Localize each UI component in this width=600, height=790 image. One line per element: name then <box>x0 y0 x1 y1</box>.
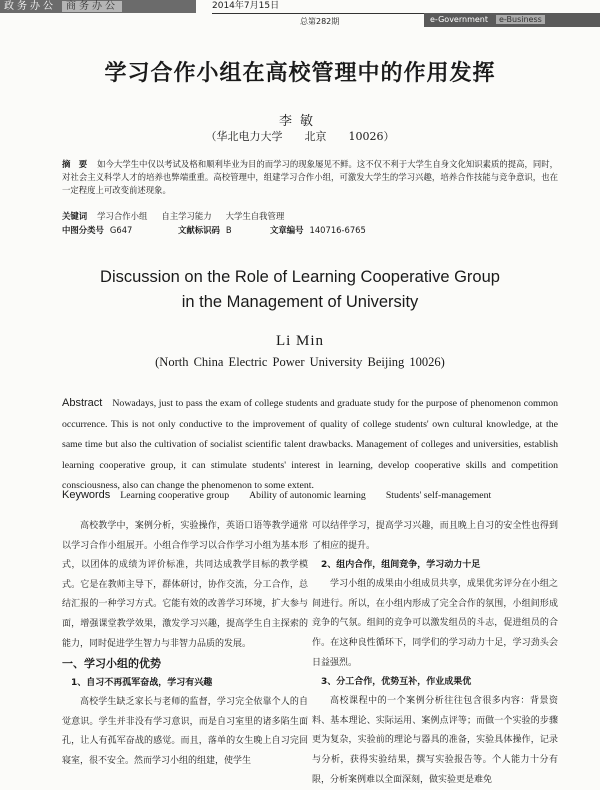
body-column-right <box>312 517 558 790</box>
affiliation-english: (North China Electric Power University Beijing 10026) <box>155 355 445 369</box>
affiliation-chinese: （华北电力大学 北京 10026） <box>205 130 395 143</box>
keyword-cn-3: 大学生自我管理 <box>225 211 285 221</box>
subsection-heading-1: 1、自习不再孤军奋战，学习有兴趣 <box>71 678 213 689</box>
keyword-cn-2: 自主学习能力 <box>161 211 212 221</box>
issue-number: 总第282期 <box>300 17 340 26</box>
keyword-en-1: Learning cooperative group <box>120 490 230 501</box>
abstract-chinese-text: 如今大学生中仅以考试及格和顺利毕业为目的而学习的现象屡见不鲜。这不仅不利于大学生自身文化知识素质的提高，同时，对社会主义科学人才的培养也弊端重重。高校管理中，组建学习合作小组，可激发大学生的学习兴趣，培养合作技能与竞争意识，也在一定程度上可改变前述现象。 <box>62 159 558 195</box>
title-chinese: 学习合作小组在高校管理中的作用发挥 <box>104 61 496 86</box>
author-chinese: 李敏 <box>278 114 321 129</box>
abstract-chinese-label: 摘 要 <box>62 159 88 169</box>
section-tab-right-label: e-Government <box>430 15 488 24</box>
document-code: 文献标识码 B <box>178 225 232 235</box>
section-heading-1: 一、学习小组的优势 <box>62 657 161 671</box>
keywords-english <box>62 489 558 502</box>
abstract-english-label: Abstract <box>62 397 103 409</box>
title-english <box>0 265 600 315</box>
body-paragraph-2: 学习小组的成果由小组成员共享，成果优劣评分在小组之间进行。所以，在小组内形成了完全合作的氛围，小组间形成竞争的气氛。组间的竞争可以激发组员的斗志，促进组员的合作。在这种良性循环下，同学们的学习动力十足，学习劲头会日益强烈。 <box>312 579 558 668</box>
keywords-english-label: Keywords <box>62 489 111 501</box>
keywords-chinese-label: 关键词 <box>62 211 88 221</box>
section-tab-left <box>0 0 196 13</box>
abstract-chinese <box>62 158 558 196</box>
subsection-heading-3: 3、分工合作，优势互补，作业成果优 <box>321 677 472 688</box>
keywords-chinese <box>62 210 558 222</box>
section-tab-right-box: e-Business <box>496 15 545 24</box>
author-english: Li Min <box>275 333 325 349</box>
body-paragraph-continued: 可以结伴学习，提高学习兴趣，而且晚上自习的安全性也得到了相应的提升。 <box>312 521 558 551</box>
body-paragraph-1: 高校学生缺乏家长与老师的监督，学习完全依靠个人的自觉意识。学生并非没有学习意识，而是自习室里的诸多陷生面孔，让人有孤军奋战的感觉。而且，落单的女生晚上自习完回寝室，很不安全。然而学习小组的组建，使学生 <box>62 697 308 766</box>
abstract-english <box>62 393 558 497</box>
title-english-line-2: in the Management of University <box>181 293 419 311</box>
body-column-left <box>62 517 308 772</box>
subsection-heading-2: 2、组内合作，组间竞争，学习动力十足 <box>321 560 481 571</box>
keyword-en-2: Ability of autonomic learning <box>249 490 366 501</box>
title-english-line-1: Discussion on the Role of Learning Cooperative Group <box>100 268 500 286</box>
keyword-cn-1: 学习合作小组 <box>97 211 148 221</box>
body-paragraph-intro: 高校教学中，案例分析，实验操作，英语口语等教学通常以学习合作小组展开。小组合作学习以合作学习小组为基本形式，以团体的成绩为评价标准，共同达成教学目标的教学模式。它是在教师主导下，群体研讨，协作交流，分工合作，总结汇报的一种学习方式。它能有效的改善学习环境，扩大参与面，增强课堂教学效果，激发学习兴趣，提高学生自主探索的能力，同时促进学生智力与非智力品质的发展。 <box>62 521 308 649</box>
keyword-en-3: Students' self-management <box>385 490 492 501</box>
page-header <box>0 0 600 30</box>
issue-date: 2014年7月15日 <box>212 1 280 11</box>
section-tab-right <box>424 13 600 27</box>
article-number: 文章编号 140716-6765 <box>270 225 366 235</box>
section-tab-left-box: 商务办公 <box>62 1 122 12</box>
abstract-english-text: Nowadays, just to pass the exam of college students and graduate study for the purpose of phenomenon common occurrence. This is not only conductive to the improvement of quality of college students' own cultural knowledge, at the same time but also the cultivation of socialist scientific talent drawbacks. Management of colleges and universities, establish learning cooperative group, it can stimulate students' interest in learning, develop cooperative skills and competition consciousness, also can change the phenomenon to some extent. <box>62 398 558 491</box>
section-tab-left-label: 政务办公 <box>4 1 56 12</box>
body-paragraph-3: 高校课程中的一个案例分析往往包含很多内容：背景资料、基本理论、实际运用、案例点评等；而做一个实验的步骤更为复杂，实验前的理论与器具的准备，实验具体操作，记录与分析，获得实验结果，撰写实验报告等。个人能力十分有限，分析案例难以全面深刻，做实验更是难免 <box>312 696 558 785</box>
clc-number: 中图分类号 G647 <box>62 225 133 235</box>
